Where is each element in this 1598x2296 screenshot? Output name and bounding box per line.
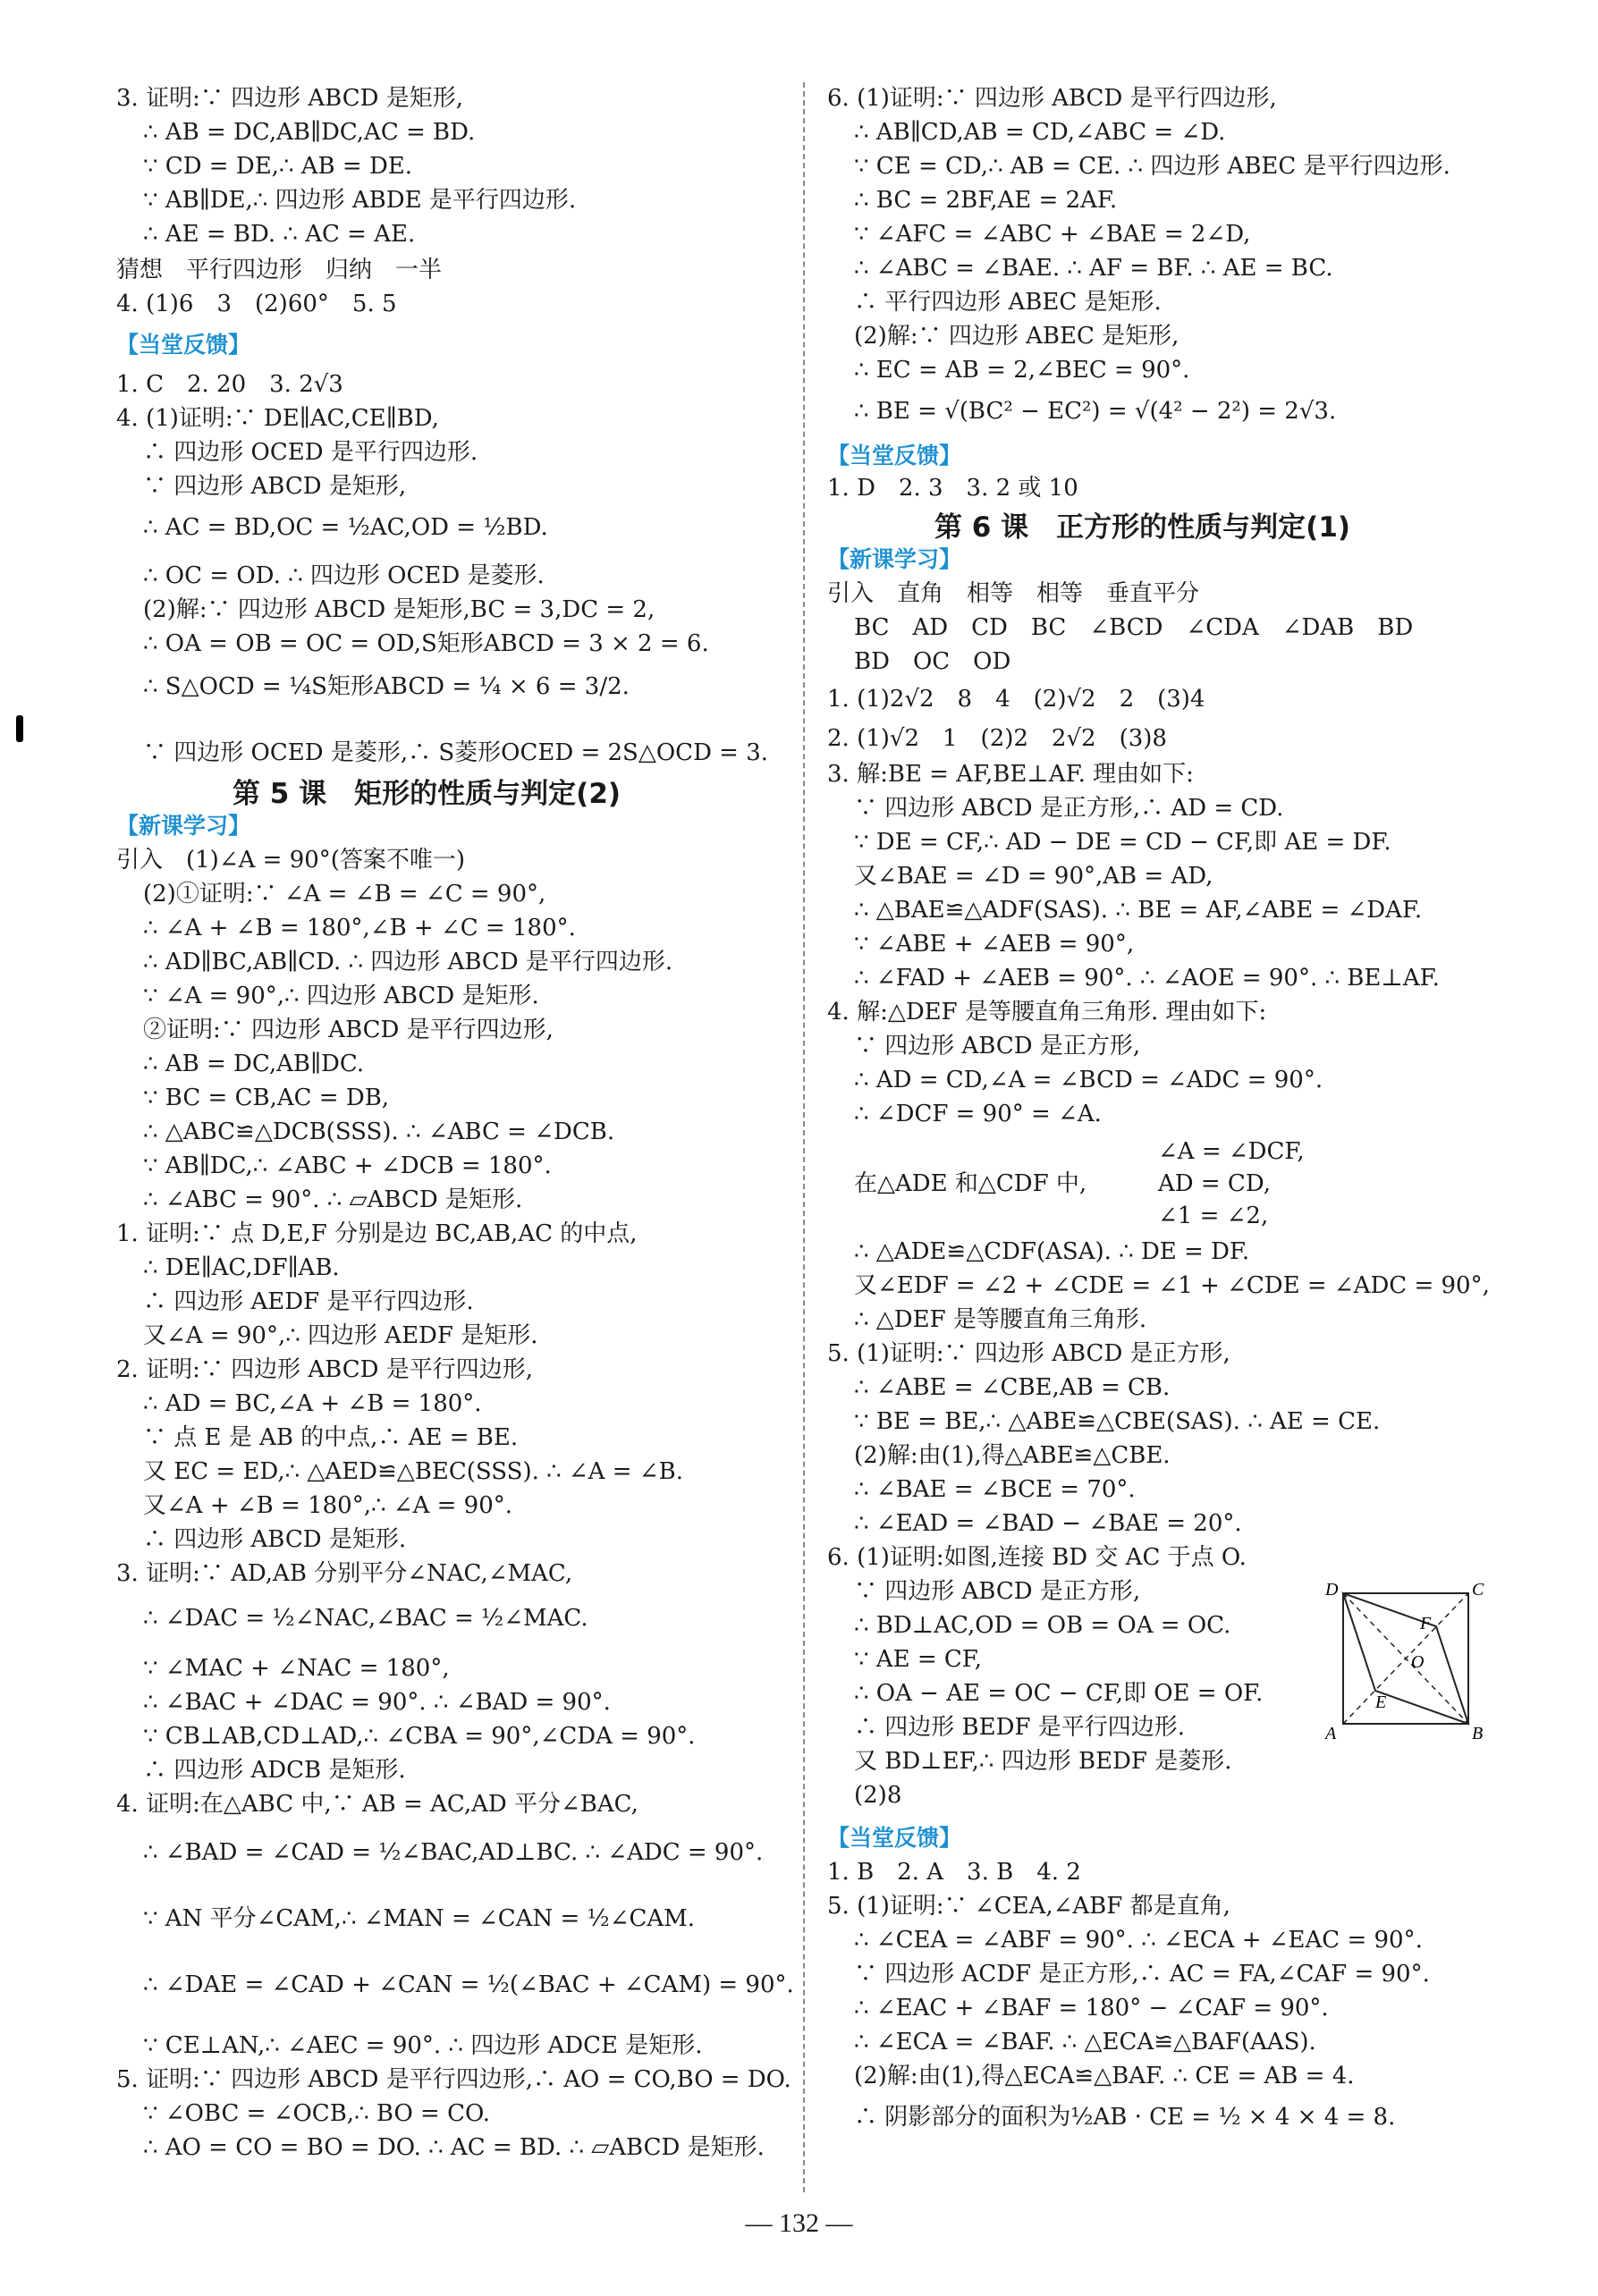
answer-line: ∵ BE = BE,∴ △ABE≌△CBE(SAS). ∴ AE = CE. bbox=[854, 1408, 1381, 1435]
lesson-heading: 第 6 课 正方形的性质与判定(1) bbox=[934, 511, 1351, 544]
answer-line: ∴ ∠ECA = ∠BAF. ∴ △ECA≌△BAF(AAS). bbox=[854, 2029, 1316, 2055]
answer-line: ②证明:∵ 四边形 ABCD 是平行四边形, bbox=[143, 1017, 554, 1043]
answer-line: ∴ ∠ABC = 90°. ∴ ▱ABCD 是矩形. bbox=[143, 1186, 523, 1213]
answer-line: ∴ OC = OD. ∴ 四边形 OCED 是菱形. bbox=[143, 562, 545, 589]
answer-line: ∴ 四边形 ABCD 是矩形. bbox=[143, 1526, 407, 1553]
answer-line: ∴ BC = 2BF,AE = 2AF. bbox=[854, 187, 1118, 214]
answer-line: ∵ 四边形 ABCD 是正方形,∴ AD = CD. bbox=[854, 795, 1284, 822]
answer-line: BD OC OD bbox=[854, 648, 1011, 675]
answer-line: 5. (1)证明:∵ 四边形 ABCD 是正方形, bbox=[827, 1340, 1230, 1367]
answer-line: ∴ △ADE≌△CDF(ASA). ∴ DE = DF. bbox=[854, 1238, 1250, 1265]
answer-line: (2)①证明:∵ ∠A = ∠B = ∠C = 90°, bbox=[143, 881, 546, 907]
answer-line: ∴ AC = BD,OC = ½AC,OD = ½BD. bbox=[143, 514, 548, 541]
answer-line: ∵ CE = CD,∴ AB = CE. ∴ 四边形 ABEC 是平行四边形. bbox=[854, 153, 1450, 180]
answer-line: ∴ 四边形 OCED 是平行四边形. bbox=[143, 439, 478, 466]
answer-line: 又∠BAE = ∠D = 90°,AB = AD, bbox=[854, 863, 1213, 890]
answer-line: 又∠A + ∠B = 180°,∴ ∠A = 90°. bbox=[143, 1492, 513, 1519]
section-tag: 【 当堂反馈 】 bbox=[827, 438, 961, 470]
answer-line: ∵ AB∥DE,∴ 四边形 ABDE 是平行四边形. bbox=[143, 187, 577, 214]
answer-line: (2)解:∵ 四边形 ABEC 是矩形, bbox=[854, 323, 1179, 350]
answer-line: 3. 证明:∵ AD,AB 分别平分∠NAC,∠MAC, bbox=[116, 1560, 573, 1587]
answer-line: 6. (1)证明:∵ 四边形 ABCD 是平行四边形, bbox=[827, 85, 1277, 112]
answer-line: ∴ AO = CO = BO = DO. ∴ AC = BD. ∴ ▱ABCD 是矩形. bbox=[143, 2134, 765, 2161]
answer-line: ∴ ∠DAC = ½∠NAC,∠BAC = ½∠MAC. bbox=[143, 1605, 588, 1632]
label-O: O bbox=[1411, 1652, 1425, 1672]
answer-line: ∴ S△OCD = ¼S矩形ABCD = ¼ × 6 = 3/2. bbox=[143, 673, 630, 700]
answer-line: ∴ ∠ABC = ∠BAE. ∴ AF = BF. ∴ AE = BC. bbox=[854, 255, 1333, 282]
answer-line: ∵ 四边形 ACDF 是正方形,∴ AC = FA,∠CAF = 90°. bbox=[854, 1961, 1430, 1988]
answer-line: (2)解:由(1),得△ECA≌△BAF. ∴ CE = AB = 4. bbox=[854, 2063, 1355, 2089]
answer-line: (2)解:∵ 四边形 ABCD 是矩形,BC = 3,DC = 2, bbox=[143, 596, 655, 623]
answer-line: 5. (1)证明:∵ ∠CEA,∠ABF 都是直角, bbox=[827, 1893, 1230, 1920]
answer-line: ∵ DE = CF,∴ AD − DE = CD − CF,即 AE = DF. bbox=[854, 829, 1391, 856]
answer-line: ∵ ∠A = 90°,∴ 四边形 ABCD 是矩形. bbox=[143, 983, 539, 1009]
answer-line: ∴ ∠CEA = ∠ABF = 90°. ∴ ∠ECA + ∠EAC = 90°. bbox=[854, 1927, 1423, 1954]
answer-line: 1. D 2. 3 3. 2 或 10 bbox=[827, 475, 1078, 502]
label-C: C bbox=[1472, 1583, 1484, 1600]
answer-line: ∴ EC = AB = 2,∠BEC = 90°. bbox=[854, 357, 1190, 384]
answer-line: 2. 证明:∵ 四边形 ABCD 是平行四边形, bbox=[116, 1356, 533, 1383]
answer-line: 4. (1)6 3 (2)60° 5. 5 bbox=[116, 291, 397, 317]
answer-line: 1. 证明:∵ 点 D,E,F 分别是边 BC,AB,AC 的中点, bbox=[116, 1220, 638, 1247]
answer-line: ∵ BC = CB,AC = DB, bbox=[143, 1085, 390, 1111]
answer-line: ∴ 四边形 BEDF 是平行四边形. bbox=[854, 1714, 1186, 1741]
answer-line: 引入 (1)∠A = 90°(答案不唯一) bbox=[116, 847, 466, 874]
answer-line: ∴ ∠ABE = ∠CBE,AB = CB. bbox=[854, 1374, 1171, 1401]
answer-line: 又∠EDF = ∠2 + ∠CDE = ∠1 + ∠CDE = ∠ADC = 90°, bbox=[854, 1272, 1490, 1299]
label-D: D bbox=[1325, 1583, 1339, 1600]
answer-line: ∴ ∠FAD + ∠AEB = 90°. ∴ ∠AOE = 90°. ∴ BE⊥AF. bbox=[854, 965, 1440, 992]
answer-line: ∴ ∠DCF = 90° = ∠A. bbox=[854, 1101, 1102, 1127]
answer-line: 又∠A = 90°,∴ 四边形 AEDF 是矩形. bbox=[143, 1322, 538, 1349]
answer-line: ∴ AB = DC,AB∥DC,AC = BD. bbox=[143, 119, 476, 146]
answer-line: ∴ OA = OB = OC = OD,S矩形ABCD = 3 × 2 = 6. bbox=[143, 630, 709, 657]
answer-line: ∴ BE = √(BC² − EC²) = √(4² − 2²) = 2√3. bbox=[854, 398, 1337, 425]
section-tag: 【 新课学习 】 bbox=[827, 542, 961, 574]
answer-line: 1. (1)2√2 8 4 (2)√2 2 (3)4 bbox=[827, 686, 1205, 713]
answer-line: ∴ 四边形 ADCB 是矩形. bbox=[143, 1757, 406, 1784]
answer-line: ∵ CE⊥AN,∴ ∠AEC = 90°. ∴ 四边形 ADCE 是矩形. bbox=[143, 2032, 703, 2059]
answer-line: ∵ CD = DE,∴ AB = DE. bbox=[143, 153, 413, 180]
answer-line: ∴ ∠A + ∠B = 180°,∠B + ∠C = 180°. bbox=[143, 915, 576, 941]
answer-line: ∴ BD⊥AC,OD = OB = OA = OC. bbox=[854, 1612, 1231, 1639]
answer-line: 6. (1)证明:如图,连接 BD 交 AC 于点 O. bbox=[827, 1544, 1247, 1571]
answer-line: ∵ ∠ABE + ∠AEB = 90°, bbox=[854, 931, 1135, 958]
answer-line: ∵ 四边形 ABCD 是正方形, bbox=[854, 1578, 1141, 1605]
answer-line: ∴ ∠BAD = ∠CAD = ½∠BAC,AD⊥BC. ∴ ∠ADC = 90°. bbox=[143, 1839, 764, 1866]
answer-line: 4. 解:△DEF 是等腰直角三角形. 理由如下: bbox=[827, 999, 1267, 1026]
answer-line: ∵ CB⊥AB,CD⊥AD,∴ ∠CBA = 90°,∠CDA = 90°. bbox=[143, 1723, 696, 1750]
section-tag: 【 当堂反馈 】 bbox=[827, 1820, 961, 1853]
answer-line: ∴ ∠BAC + ∠DAC = 90°. ∴ ∠BAD = 90°. bbox=[143, 1689, 611, 1716]
answer-line: ∵ ∠AFC = ∠ABC + ∠BAE = 2∠D, bbox=[854, 221, 1251, 248]
answer-line: 4. 证明:在△ABC 中,∵ AB = AC,AD 平分∠BAC, bbox=[116, 1791, 638, 1818]
column-divider bbox=[803, 82, 805, 2192]
answer-line: ∴ AD∥BC,AB∥CD. ∴ 四边形 ABCD 是平行四边形. bbox=[143, 949, 673, 975]
answer-line: ∵ ∠OBC = ∠OCB,∴ BO = CO. bbox=[143, 2100, 491, 2127]
answer-line: 1. B 2. A 3. B 4. 2 bbox=[827, 1859, 1081, 1886]
answer-line: 猜想 平行四边形 归纳 一半 bbox=[116, 257, 443, 283]
answer-line: ∵ 四边形 OCED 是菱形,∴ S菱形OCED = 2S△OCD = 3. bbox=[143, 739, 769, 766]
answer-line: ∵ 点 E 是 AB 的中点,∴ AE = BE. bbox=[143, 1424, 519, 1451]
answer-line: ∵ AB∥DC,∴ ∠ABC + ∠DCB = 180°. bbox=[143, 1152, 552, 1179]
answer-line: ∴ AD = BC,∠A + ∠B = 180°. bbox=[143, 1390, 482, 1417]
lesson-heading: 第 5 课 矩形的性质与判定(2) bbox=[233, 778, 621, 810]
answer-line: BC AD CD BC ∠BCD ∠CDA ∠DAB BD bbox=[854, 614, 1414, 641]
answer-line: ∴ AB = DC,AB∥DC. bbox=[143, 1051, 365, 1077]
label-B: B bbox=[1472, 1724, 1484, 1743]
answer-line: 2. (1)√2 1 (2)2 2√2 (3)8 bbox=[827, 725, 1167, 752]
answer-line: ∴ AD = CD,∠A = ∠BCD = ∠ADC = 90°. bbox=[854, 1067, 1323, 1093]
answer-line: ∠A = ∠DCF, bbox=[1158, 1138, 1305, 1165]
answer-line: ∴ 平行四边形 ABEC 是矩形. bbox=[854, 289, 1162, 316]
answer-line: (2)8 bbox=[854, 1782, 902, 1809]
section-tag: 【 新课学习 】 bbox=[116, 808, 250, 840]
page-number: — 132 — bbox=[0, 2208, 1598, 2239]
answer-line: ∴ 四边形 AEDF 是平行四边形. bbox=[143, 1288, 474, 1315]
answer-line: AD = CD, bbox=[1158, 1170, 1272, 1197]
label-E: E bbox=[1375, 1692, 1387, 1712]
answer-line: 又 BD⊥EF,∴ 四边形 BEDF 是菱形. bbox=[854, 1748, 1232, 1775]
answer-line: 5. 证明:∵ 四边形 ABCD 是平行四边形,∴ AO = CO,BO = DO. bbox=[116, 2066, 791, 2093]
answer-line: ∴ △DEF 是等腰直角三角形. bbox=[854, 1306, 1147, 1333]
section-tag: 【 当堂反馈 】 bbox=[116, 327, 250, 359]
answer-line: ∴ ∠DAE = ∠CAD + ∠CAN = ½(∠BAC + ∠CAM) = 90°. bbox=[143, 1971, 794, 1998]
label-F: F bbox=[1420, 1614, 1432, 1633]
answer-line: ∵ ∠MAC + ∠NAC = 180°, bbox=[143, 1655, 450, 1682]
answer-line: ∴ DE∥AC,DF∥AB. bbox=[143, 1254, 340, 1281]
answer-line: ∴ △BAE≌△ADF(SAS). ∴ BE = AF,∠ABE = ∠DAF. bbox=[854, 897, 1423, 924]
answer-line: 1. C 2. 20 3. 2√3 bbox=[116, 371, 343, 398]
answer-line: (2)解:由(1),得△ABE≌△CBE. bbox=[854, 1442, 1171, 1469]
answer-line: ∵ AE = CF, bbox=[854, 1646, 983, 1673]
margin-mark bbox=[16, 715, 23, 742]
square-figure bbox=[1323, 1583, 1502, 1752]
answer-line: ∴ ∠BAE = ∠BCE = 70°. bbox=[854, 1476, 1136, 1503]
answer-line: 在△ADE 和△CDF 中, bbox=[854, 1170, 1087, 1197]
answer-line: ∵ 四边形 ABCD 是矩形, bbox=[143, 473, 407, 500]
answer-line: 3. 解:BE = AF,BE⊥AF. 理由如下: bbox=[827, 761, 1194, 788]
answer-line: ∴ △ABC≌△DCB(SSS). ∴ ∠ABC = ∠DCB. bbox=[143, 1118, 615, 1145]
answer-line: ∴ OA − AE = OC − CF,即 OE = OF. bbox=[854, 1680, 1264, 1707]
answer-line: ∵ 四边形 ABCD 是正方形, bbox=[854, 1033, 1141, 1059]
answer-line: ∠1 = ∠2, bbox=[1158, 1203, 1269, 1229]
answer-line: ∵ AN 平分∠CAM,∴ ∠MAN = ∠CAN = ½∠CAM. bbox=[143, 1905, 696, 1932]
answer-line: ∴ AB∥CD,AB = CD,∠ABC = ∠D. bbox=[854, 119, 1226, 146]
answer-line: ∴ AE = BD. ∴ AC = AE. bbox=[143, 221, 416, 248]
diagonal-bd bbox=[1343, 1593, 1468, 1724]
answer-line: 又 EC = ED,∴ △AED≌△BEC(SSS). ∴ ∠A = ∠B. bbox=[143, 1458, 683, 1485]
answer-line: ∴ 阴影部分的面积为½AB · CE = ½ × 4 × 4 = 8. bbox=[854, 2104, 1396, 2131]
answer-line: 4. (1)证明:∵ DE∥AC,CE∥BD, bbox=[116, 405, 439, 432]
answer-line: 3. 证明:∵ 四边形 ABCD 是矩形, bbox=[116, 85, 463, 112]
answer-line: 引入 直角 相等 相等 垂直平分 bbox=[827, 580, 1200, 607]
answer-line: ∴ ∠EAC + ∠BAF = 180° − ∠CAF = 90°. bbox=[854, 1995, 1329, 2022]
label-A: A bbox=[1325, 1724, 1337, 1743]
answer-line: ∴ ∠EAD = ∠BAD − ∠BAE = 20°. bbox=[854, 1510, 1242, 1537]
